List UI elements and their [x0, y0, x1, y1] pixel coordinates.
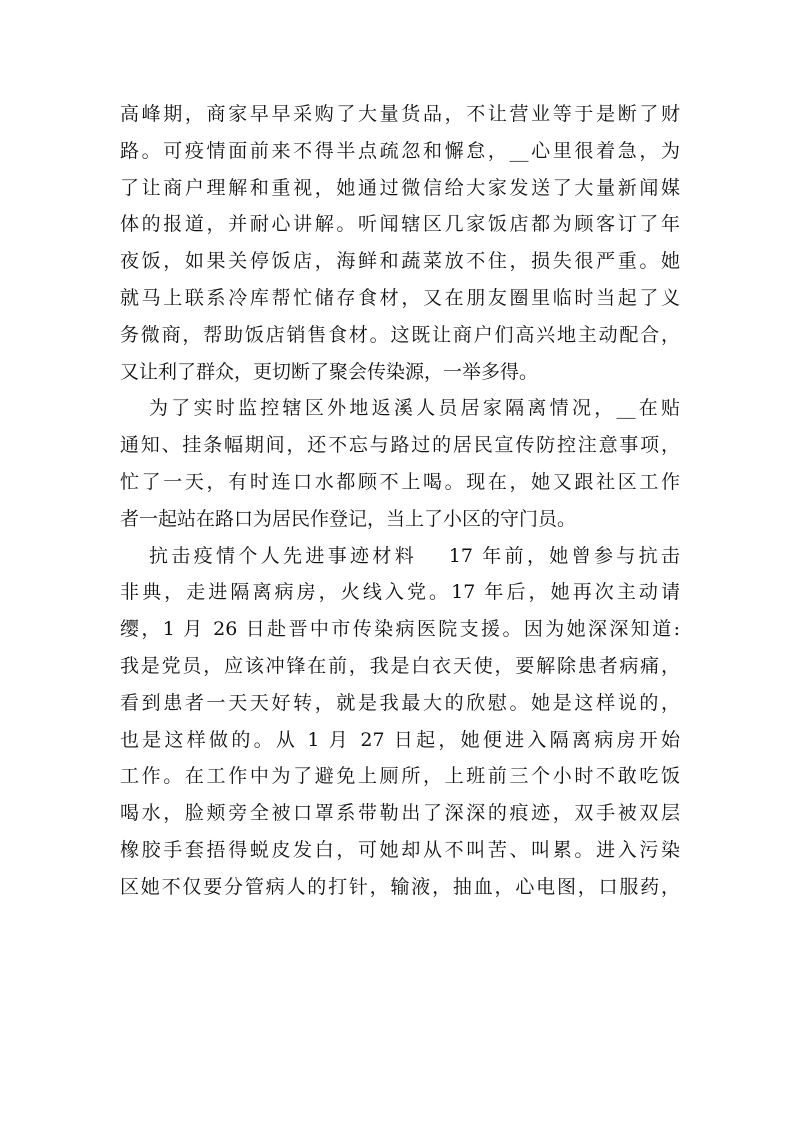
- text-line: 路。可疫情面前来不得半点疏忽和懈怠，__心里很着急，为: [120, 139, 680, 162]
- text-line: 区她不仅要分管病人的打针，输液，抽血，心电图，口服药，: [120, 875, 680, 898]
- paragraph-3: [120, 538, 680, 906]
- text-line: 喝水，脸颊旁全被口罩系带勒出了深深的痕迹，双手被双层: [120, 802, 680, 825]
- text-line: 缨，1 月 26 日赴晋中市传染病医院支援。因为她深深知道:: [120, 618, 680, 641]
- text-line: 工作。在工作中为了避免上厕所，上班前三个小时不敢吃饭: [120, 765, 680, 788]
- paragraph-1: [120, 96, 680, 390]
- text-line: 忙了一天，有时连口水都顾不上喝。现在，她又跟社区工作: [120, 470, 680, 493]
- text-line: 为了实时监控辖区外地返溪人员居家隔离情况，__在贴: [149, 397, 680, 420]
- text-line: 通知、挂条幅期间，还不忘与路过的居民宣传防控注意事项，: [120, 434, 680, 457]
- text-line: 者一起站在路口为居民作登记，当上了小区的守门员。: [120, 507, 577, 530]
- text-line: 橡胶手套捂得蜕皮发白，可她却从不叫苦、叫累。进入污染: [120, 838, 680, 861]
- text-line: 抗击疫情个人先进事迹材料 17 年前，她曾参与抗击: [149, 544, 680, 567]
- text-line: 就马上联系冷库帮忙储存食材，又在朋友圈里临时当起了义: [120, 286, 680, 309]
- paragraph-2: [120, 390, 680, 537]
- text-line: 夜饭，如果关停饭店，海鲜和蔬菜放不住，损失很严重。她: [120, 250, 680, 273]
- text-line: 高峰期，商家早早采购了大量货品，不让营业等于是断了财: [120, 103, 680, 125]
- document-body: [120, 96, 680, 906]
- text-line: 看到患者一天天好转，就是我最大的欣慰。她是这样说的，: [120, 691, 680, 714]
- text-line: 又让利了群众，更切断了聚会传染源，一举多得。: [120, 360, 539, 383]
- text-line: 务微商，帮助饭店销售食材。这既让商户们高兴地主动配合，: [120, 323, 680, 346]
- text-line: 体的报道，并耐心讲解。听闻辖区几家饭店都为顾客订了年: [120, 213, 680, 236]
- text-line: 也是这样做的。从 1 月 27 日起，她便进入隔离病房开始: [120, 728, 680, 751]
- text-line: 了让商户理解和重视，她通过微信给大家发送了大量新闻媒: [120, 176, 680, 199]
- text-line: 非典，走进隔离病房，火线入党。17 年后，她再次主动请: [120, 581, 680, 604]
- text-line: 我是党员，应该冲锋在前，我是白衣天使，要解除患者病痛，: [120, 654, 680, 677]
